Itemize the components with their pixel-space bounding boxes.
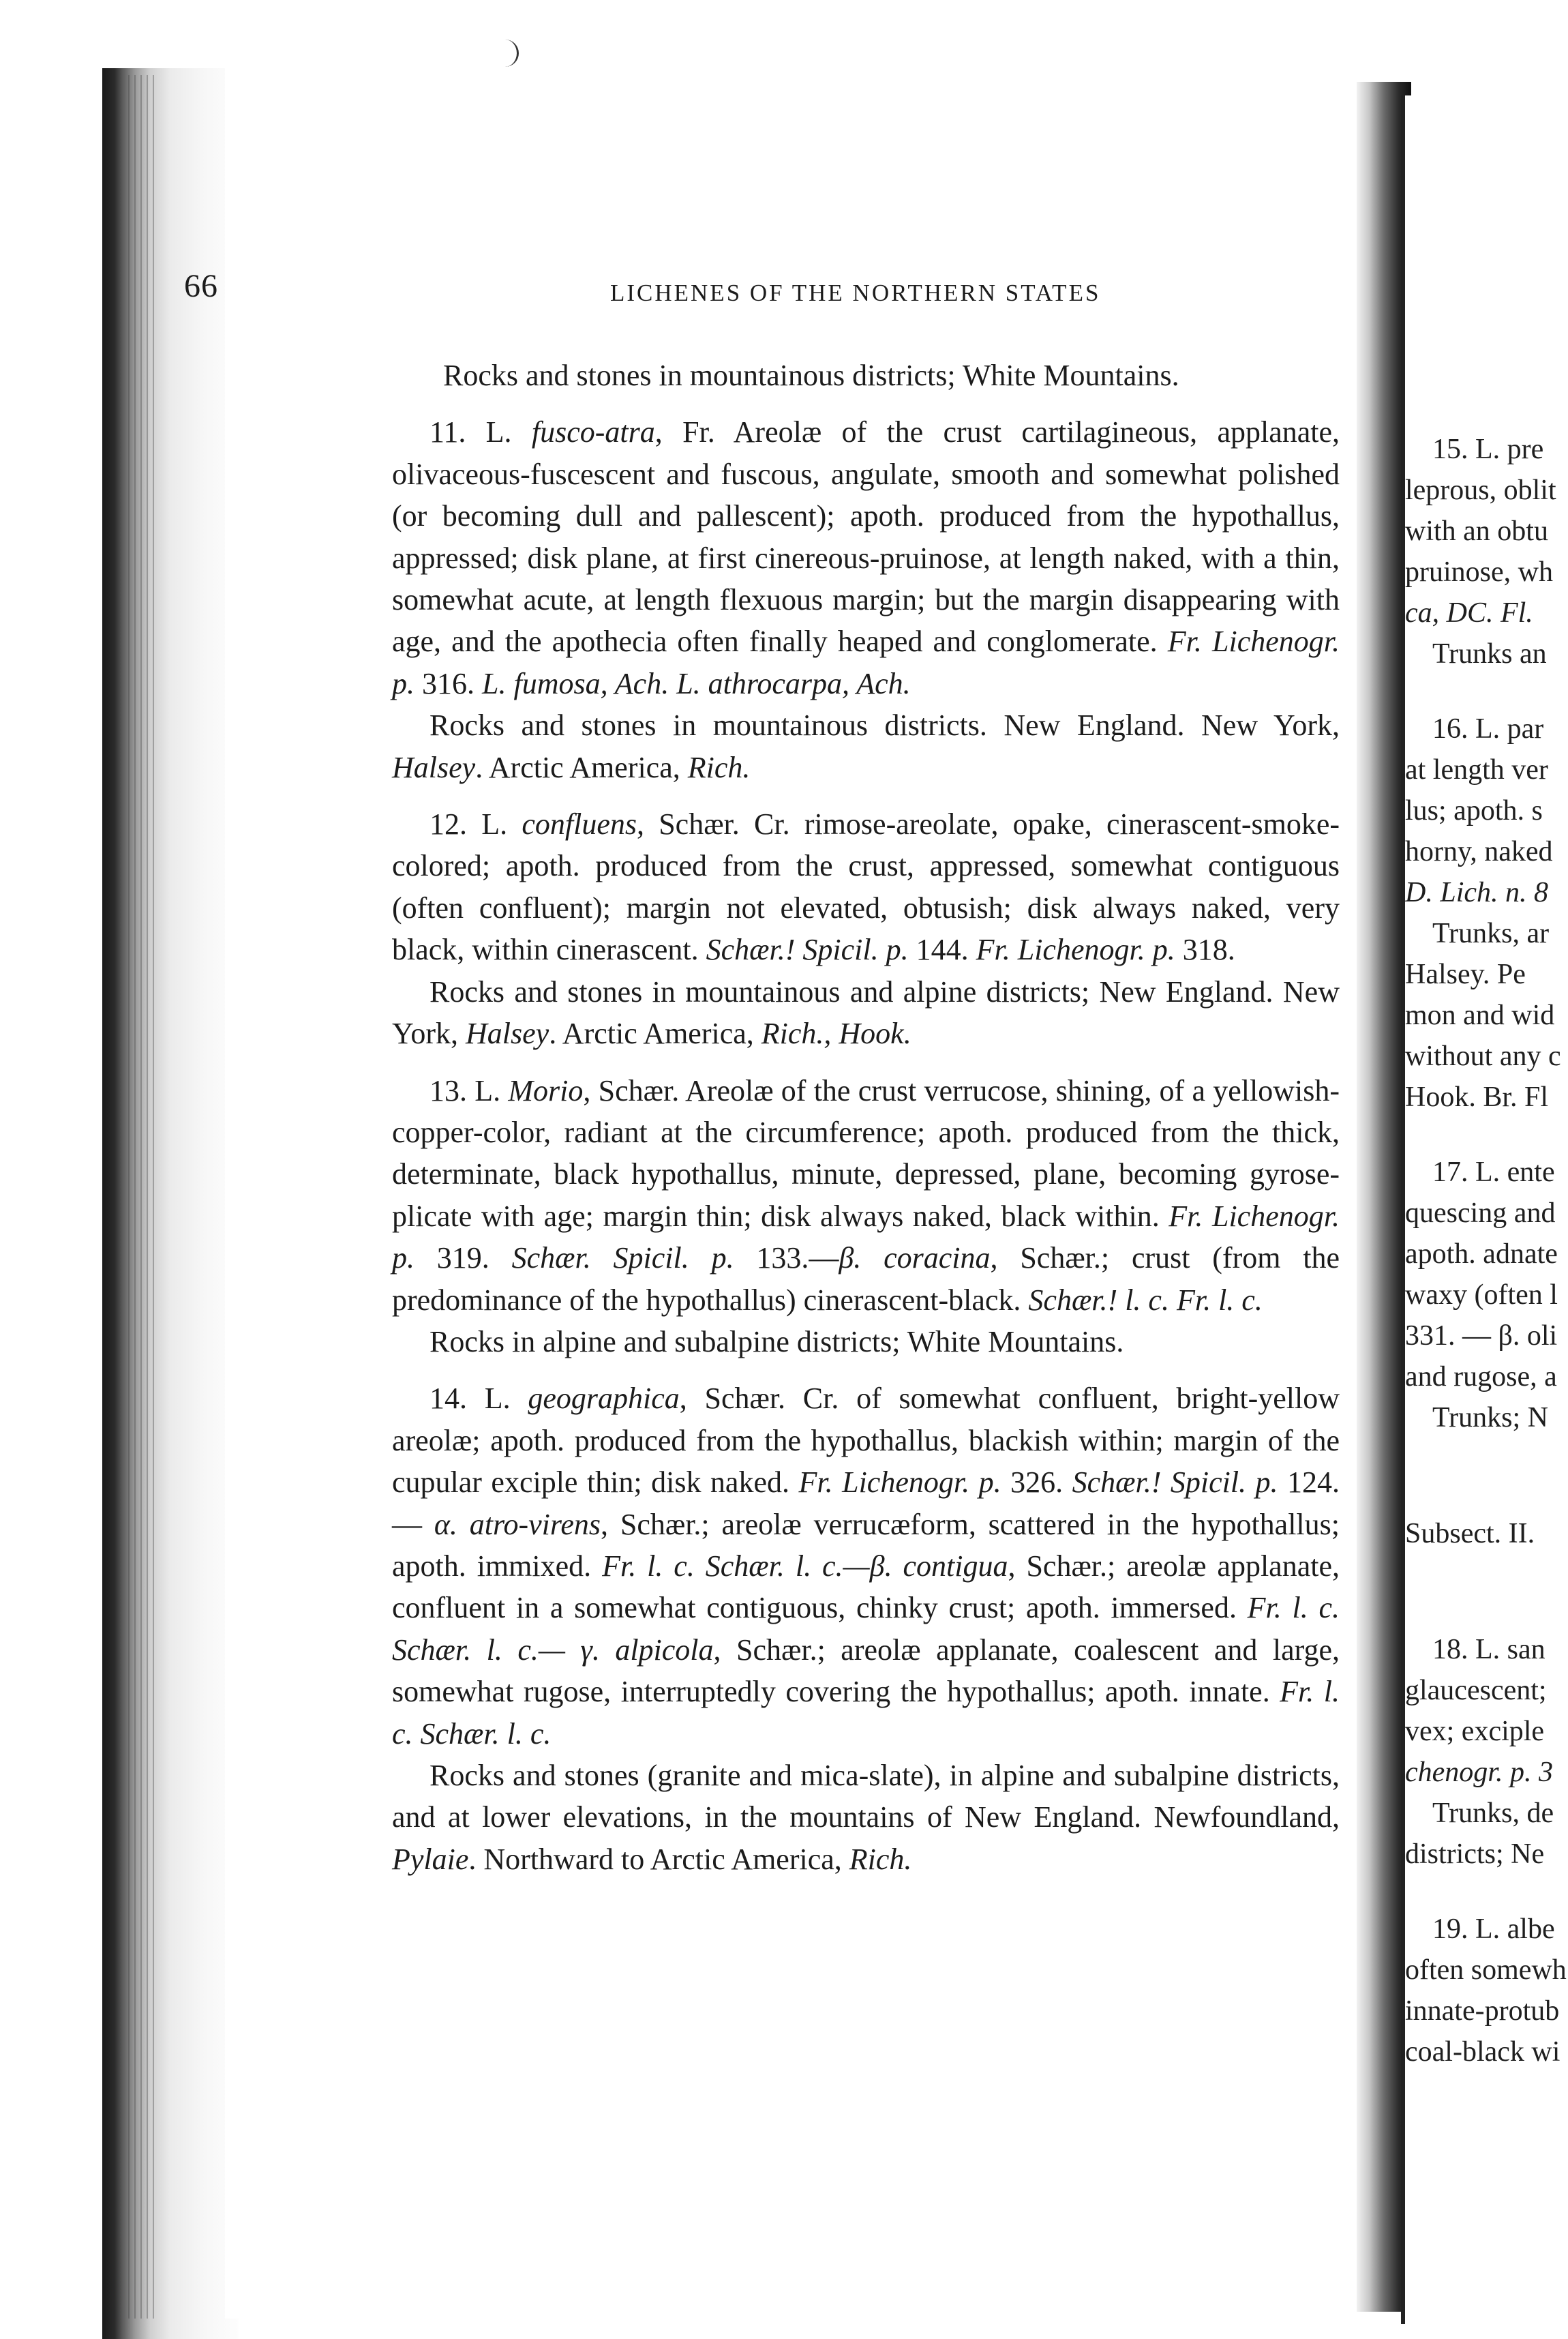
facing-line: quescing and [1405, 1197, 1556, 1229]
facing-line: vex; exciple [1405, 1716, 1545, 1747]
habitat-text: . Arctic America, [549, 1017, 762, 1051]
species-entry-11 [392, 411, 1340, 704]
species-name: geographica [528, 1382, 680, 1416]
facing-line: ca, DC. Fl. [1405, 597, 1533, 629]
facing-line: glaucescent; [1405, 1675, 1547, 1706]
reference-page: 319. [414, 1241, 512, 1275]
reference: Fr. Lichenogr. p. [392, 625, 1340, 700]
habitat-text: Rocks and stones (granite and mica-slate), in alpine and subalpine districts, and at lower elevations, in the mountains of New England. Newfoundland, [392, 1759, 1340, 1834]
running-head: LICHENES OF THE NORTHERN STATES [610, 280, 1101, 306]
reference-page: 326. [1001, 1465, 1072, 1500]
variety-name: γ. alpicola [580, 1633, 714, 1667]
variety-reference: Schær.! l. c. Fr. l. c. [1028, 1283, 1263, 1317]
reference: Schær.! Spicil. p. [706, 933, 909, 967]
variety-reference: Fr. l. c. Schær. l. c. [392, 1675, 1340, 1750]
variety-description: , Schær.; crust (from the predominance of the hypothallus) cinerascent-black. [392, 1241, 1340, 1317]
habitat-text: . Northward to Arctic America, [468, 1842, 849, 1876]
facing-line: pruinose, wh [1405, 556, 1553, 588]
species-habitat-13 [392, 1321, 1340, 1362]
entry-number: 12. L. [429, 807, 508, 841]
facing-line: Trunks, ar [1432, 918, 1550, 949]
reference-page: 316. [414, 666, 482, 700]
facing-line: waxy (often l [1405, 1279, 1558, 1311]
facing-line: Trunks an [1432, 638, 1547, 670]
collector-name: Rich. [849, 1842, 912, 1876]
facing-line: Hook. Br. Fl [1405, 1082, 1549, 1113]
variety-description: , Schær.; areolæ applanate, confluent in a somewhat contiguous, chinky crust; apoth. immersed. [392, 1549, 1340, 1625]
species-habitat-14 [392, 1755, 1340, 1880]
variety-description: , Schær.; areolæ applanate, coalescent and large, somewhat rugose, interruptedly covering the hypothallus; apoth. innate. [392, 1633, 1340, 1709]
page-edge-lines [128, 75, 155, 2319]
reference: Schær. Spicil. p. [511, 1241, 734, 1275]
collector-name: Rich. [687, 750, 751, 784]
entry-number: 14. L. [429, 1382, 511, 1416]
reference: Fr. Lichenogr. p. [798, 1465, 1001, 1500]
species-name: confluens [522, 807, 637, 841]
species-description: Cr. rimose-areolate, opake, cinerascent-smoke-colored; apoth. produced from the crust, appressed, somewhat contiguous (often confluent); margin not elevated, obtusish; disk always naked, very black, within cinerascent. [392, 807, 1340, 967]
facing-line: Subsect. II. [1405, 1518, 1535, 1549]
page-number: 66 [184, 268, 218, 304]
species-author: , Schær. [636, 807, 740, 841]
collector-name: Pylaie [392, 1842, 469, 1876]
habitat-text: . Arctic America, [475, 750, 688, 784]
reference: Schær.! Spicil. p. [1072, 1465, 1278, 1500]
variety-name: β. contigua [869, 1549, 1008, 1583]
facing-line: leprous, oblit [1405, 475, 1556, 506]
collector-name: Halsey [466, 1017, 549, 1051]
entry-number: 11. L. [429, 415, 512, 449]
facing-line: Trunks, de [1432, 1798, 1554, 1829]
species-author: , Schær. [679, 1382, 786, 1416]
species-name: Morio [508, 1073, 584, 1107]
top-habitat: Rocks and stones in mountainous districts; White Mountains. [443, 359, 1179, 392]
facing-line: coal-black wi [1405, 2036, 1561, 2068]
facing-line: D. Lich. n. 8 [1405, 877, 1548, 908]
facing-line: mon and wid [1405, 1000, 1555, 1031]
book-binding-edge [102, 68, 239, 2339]
facing-line: chenogr. p. 3 [1405, 1757, 1553, 1788]
facing-line: districts; Ne [1405, 1838, 1545, 1870]
entry-number: 13. L. [429, 1073, 501, 1107]
facing-line: 331. — β. oli [1405, 1320, 1558, 1352]
page-body [392, 355, 1340, 1880]
reference-page: 144. [908, 933, 976, 967]
species-name: fusco-atra [531, 415, 655, 449]
species-entry-14 [392, 1377, 1340, 1755]
collector-name: Rich., Hook. [761, 1017, 911, 1051]
facing-line: 19. L. albe [1432, 1913, 1555, 1945]
facing-line: at length ver [1405, 754, 1548, 786]
variety-description: , Schær.; areolæ verrucæform, scattered in the hypothallus; apoth. immixed. [392, 1507, 1340, 1583]
reference-page: 133.— [734, 1241, 839, 1275]
facing-line: often somewh [1405, 1954, 1567, 1986]
facing-line: Trunks; N [1432, 1402, 1549, 1433]
species-description: Cr. of somewhat confluent, bright-yellow areolæ; apoth. produced from the hypothallus, blackish within; margin of the cupular exciple thin; disk naked. [392, 1382, 1340, 1500]
variety-reference: Fr. l. c. Schær. l. c.— [602, 1549, 870, 1583]
facing-line: lus; apoth. s [1405, 795, 1543, 826]
reference-page: 124.— [392, 1465, 1340, 1541]
facing-line: Halsey. Pe [1405, 959, 1526, 990]
facing-line: without any c [1405, 1041, 1561, 1072]
facing-line: horny, naked [1405, 836, 1553, 867]
synonyms: L. fumosa, Ach. L. athrocarpa, Ach. [482, 666, 911, 700]
collector-name: Halsey [392, 750, 476, 784]
variety-name: β. coracina [839, 1241, 991, 1275]
species-habitat-12 [392, 971, 1340, 1055]
facing-line: with an obtu [1405, 516, 1548, 547]
species-author: , Fr. [654, 415, 715, 449]
facing-line: and rugose, a [1405, 1361, 1557, 1392]
facing-line: 18. L. san [1432, 1634, 1546, 1665]
species-entry-12 [392, 803, 1340, 971]
facing-line: 17. L. ente [1432, 1157, 1555, 1188]
facing-line: 15. L. pre [1432, 434, 1544, 465]
facing-line: apoth. adnate [1405, 1238, 1558, 1270]
species-habitat-11 [392, 704, 1340, 788]
species-description: Areolæ of the crust verrucose, shining, of a yellowish-copper-color, radiant at the circumference; apoth. produced from the thick, determinate, black hypothallus, minute, depressed, plane, becoming gyrose-plicate with age; margin thin; disk always naked, black within. [392, 1073, 1340, 1233]
variety-name: α. atro-virens [434, 1507, 601, 1541]
synonyms: Fr. Lichenogr. p. [976, 933, 1175, 967]
facing-line: 16. L. par [1432, 713, 1544, 745]
species-author: , Schær. [583, 1073, 680, 1107]
facing-line: innate-protub [1405, 1995, 1560, 2027]
habitat-text: Rocks and stones in mountainous and alpine districts; New England. New York, [392, 974, 1340, 1051]
habitat-text: Rocks and stones in mountainous districts. New England. New York, [429, 709, 1340, 743]
species-entry-13 [392, 1070, 1340, 1321]
reference: Fr. Lichenogr. p. [392, 1199, 1340, 1275]
scan-mark [504, 40, 519, 67]
synonym-page: 318. [1175, 933, 1235, 967]
species-description: Areolæ of the crust cartilagineous, applanate, olivaceous-fuscescent and fuscous, angulate, smooth and somewhat polished (or becoming dull and pallescent); apoth. produced from the hypothallus, appressed; disk plane, at first cinereous-pruinose, at length naked, with a thin, somewhat acute, at length flexuous margin; but the margin disappearing with age, and the apothecia often finally heaped and conglomerate. [392, 415, 1340, 659]
facing-page-fragment [1401, 95, 1568, 2324]
habitat-text: Rocks in alpine and subalpine districts; White Mountains. [429, 1324, 1124, 1358]
variety-reference: Fr. l. c. Schær. l. c.— [392, 1591, 1340, 1667]
